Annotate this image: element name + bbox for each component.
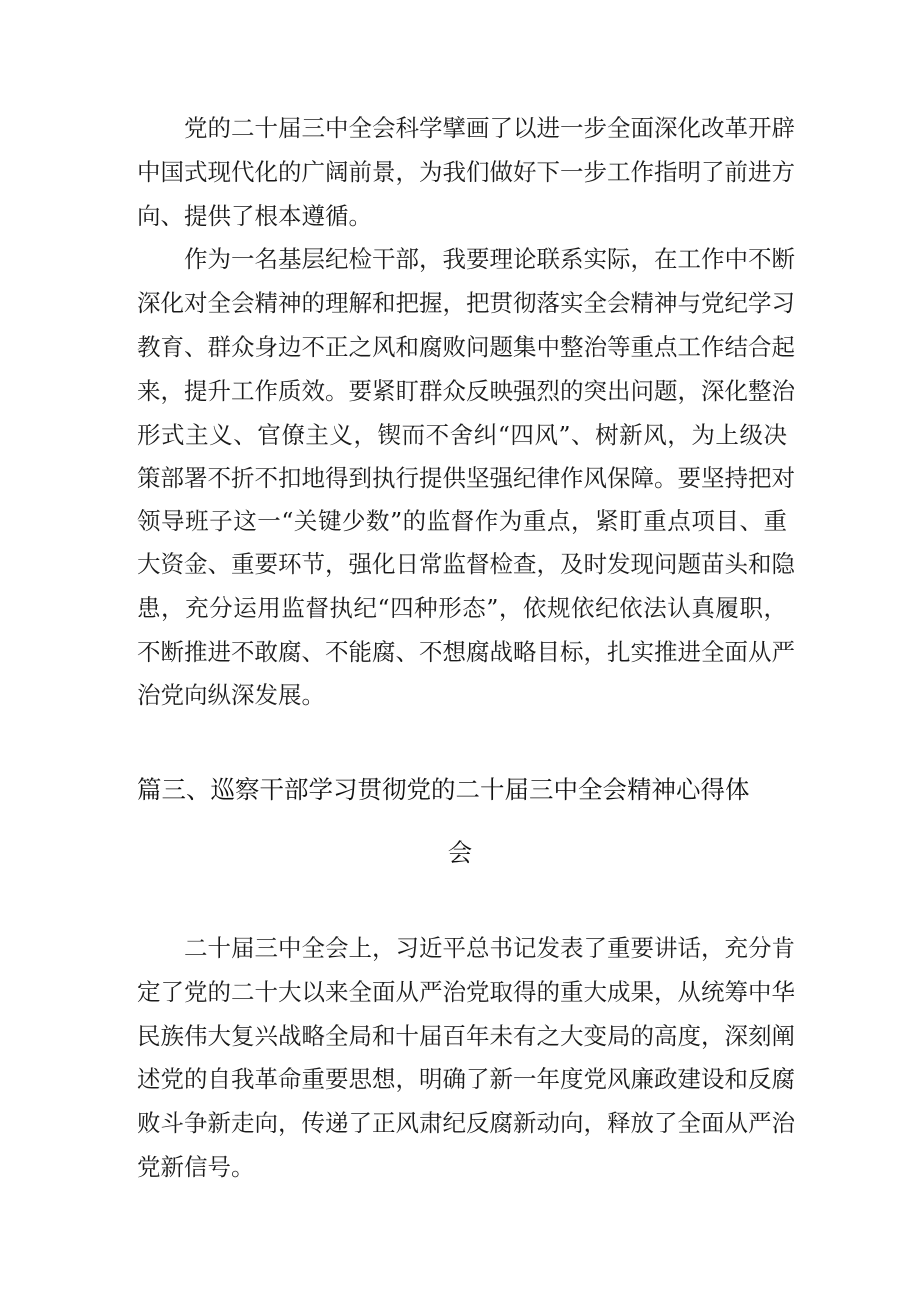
paragraph-2-line-2: 深化对全会精神的理解和把握，把贯彻落实全会精神与党纪学习 — [137, 289, 795, 317]
paragraph-2-line-7: 领导班子这一“关键少数”的监督作为重点，紧盯重点项目、重 — [137, 507, 787, 535]
paragraph-1-line-2: 中国式现代化的广阔前景，为我们做好下一步工作指明了前进方 — [137, 158, 795, 186]
paragraph-2-line-5: 形式主义、官僚主义，锲而不舍纠“四风”、树新风，为上级决 — [137, 421, 787, 449]
paragraph-2-line-3: 教育、群众身边不正之风和腐败问题集中整治等重点工作结合起 — [137, 333, 795, 361]
paragraph-1-line-3: 向、提供了根本遵循。 — [137, 202, 372, 230]
paragraph-3-line-4: 述党的自我革命重要思想，明确了新一年度党风廉政建设和反腐 — [137, 1065, 795, 1093]
paragraph-2-line-9: 患，充分运用监督执纪“四种形态”，依规依纪依法认真履职， — [137, 594, 787, 622]
paragraph-2-line-8: 大资金、重要环节，强化日常监督检查，及时发现问题苗头和隐 — [137, 550, 795, 578]
paragraph-1-line-1: 党的二十届三中全会科学擘画了以进一步全面深化改革开辟 — [184, 114, 795, 142]
paragraph-3-line-6: 党新信号。 — [137, 1153, 255, 1181]
section-heading-line-1: 篇三、巡察干部学习贯彻党的二十届三中全会精神心得体 — [137, 775, 750, 804]
paragraph-2-line-6: 策部署不折不扣地得到执行提供坚强纪律作风保障。要坚持把对 — [137, 464, 795, 492]
section-heading-line-2: 会 — [447, 838, 473, 867]
paragraph-2-line-4: 来，提升工作质效。要紧盯群众反映强烈的突出问题，深化整治 — [137, 377, 795, 405]
paragraph-2-line-11: 治党向纵深发展。 — [137, 681, 325, 709]
paragraph-2-line-10: 不断推进不敢腐、不能腐、不想腐战略目标，扎实推进全面从严 — [137, 638, 795, 666]
paragraph-3-line-3: 民族伟大复兴战略全局和十届百年未有之大变局的高度，深刻阐 — [137, 1022, 795, 1050]
paragraph-3-line-5: 败斗争新走向，传递了正风肃纪反腐新动向，释放了全面从严治 — [137, 1109, 795, 1137]
paragraph-3-line-1: 二十届三中全会上，习近平总书记发表了重要讲话，充分肯 — [184, 934, 795, 962]
paragraph-2-line-1: 作为一名基层纪检干部，我要理论联系实际，在工作中不断 — [184, 245, 795, 273]
paragraph-3-line-2: 定了党的二十大以来全面从严治党取得的重大成果，从统筹中华 — [137, 978, 795, 1006]
